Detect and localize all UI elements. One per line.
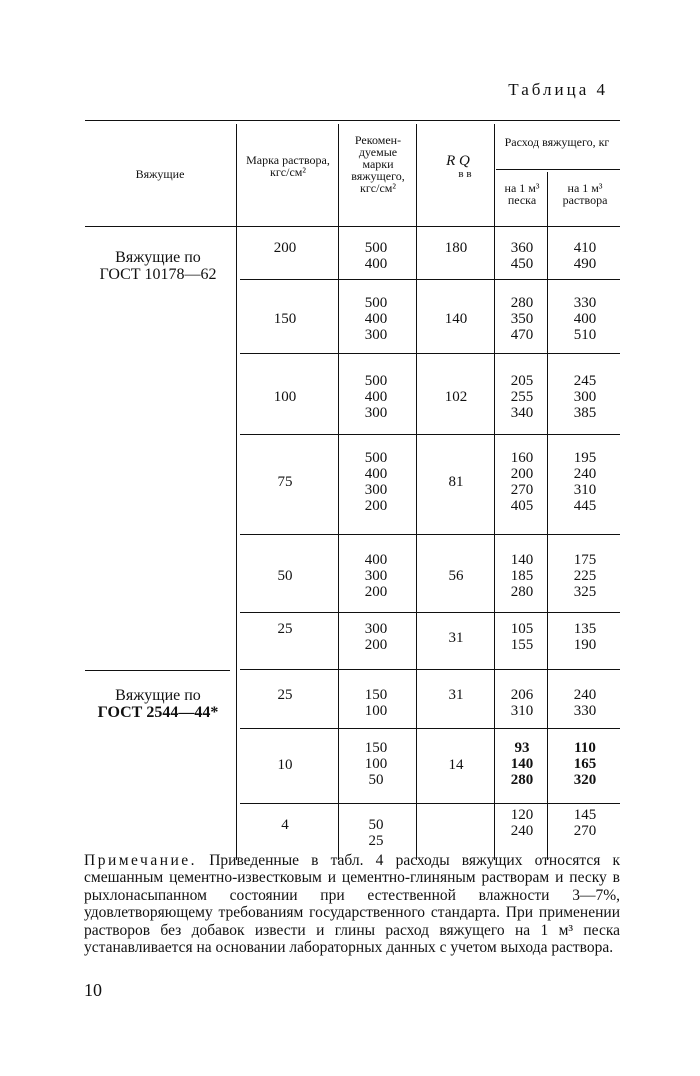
row-separator xyxy=(240,279,620,280)
group-label-gost-10178 xyxy=(88,249,228,283)
cell-rq: 31 xyxy=(448,687,464,703)
table-title: Таблица 4 xyxy=(508,80,608,99)
cell-per-mortar: 145 270 xyxy=(573,807,597,839)
cell-recommended-grades: 500 400 300 xyxy=(364,295,388,343)
header-rq-subscript: в в xyxy=(458,168,472,180)
cell-per-sand: 160 200 270 405 xyxy=(510,450,534,514)
cell-mortar-grade: 50 xyxy=(277,568,293,584)
cell-per-sand: 105 155 xyxy=(510,621,534,653)
header-recommended-grades: Рекомен- дуемые марки вяжущего, кгс/см² xyxy=(351,133,405,195)
cell-rq: 102 xyxy=(444,389,468,405)
header-per-sand: на 1 м³ песка xyxy=(504,181,540,207)
cell-per-sand: 280 350 470 xyxy=(510,295,534,343)
cell-recommended-grades: 50 25 xyxy=(368,817,384,849)
column-rule xyxy=(338,124,339,860)
cell-per-sand: 120 240 xyxy=(510,807,534,839)
column-rule xyxy=(416,124,417,860)
cell-recommended-grades: 400 300 200 xyxy=(364,552,388,600)
group-label-line: Вяжущие по xyxy=(115,249,201,266)
header-consumption: Расход вяжущего, кг xyxy=(504,135,610,149)
cell-mortar-grade: 4 xyxy=(281,817,289,833)
cell-rq: 14 xyxy=(448,757,464,773)
cell-mortar-grade: 100 xyxy=(273,389,297,405)
cell-recommended-grades: 500 400 xyxy=(364,240,388,272)
cell-mortar-grade: 75 xyxy=(277,474,293,490)
table-top-rule xyxy=(85,120,620,121)
group-separator-rule xyxy=(85,670,230,671)
row-separator xyxy=(240,434,620,435)
cell-per-mortar: 135 190 xyxy=(573,621,597,653)
header-rq xyxy=(428,154,488,180)
row-separator xyxy=(240,728,620,729)
cell-per-sand: 93 140 280 xyxy=(510,740,534,788)
cell-rq: 180 xyxy=(444,240,468,256)
cell-rq: 56 xyxy=(448,568,464,584)
cell-mortar-grade: 25 xyxy=(277,687,293,703)
cell-rq: 140 xyxy=(444,311,468,327)
cell-rq: 81 xyxy=(448,474,464,490)
group-label-line: Вяжущие по xyxy=(115,687,201,704)
cell-mortar-grade: 200 xyxy=(273,240,297,256)
header-mortar-grade: Марка раствора, кгс/см² xyxy=(246,153,330,179)
cell-recommended-grades: 150 100 50 xyxy=(364,740,388,788)
group-label-line: ГОСТ 2544—44* xyxy=(97,704,219,721)
cell-per-mortar: 110 165 320 xyxy=(573,740,597,788)
note-title: Примечание. xyxy=(84,852,198,869)
page-number: 10 xyxy=(84,980,102,1000)
cell-per-sand: 206 310 xyxy=(510,687,534,719)
cell-per-mortar: 195 240 310 445 xyxy=(573,450,597,514)
header-per-mortar: на 1 м³ раствора xyxy=(562,181,608,207)
table-note xyxy=(84,852,620,956)
cell-mortar-grade: 150 xyxy=(273,311,297,327)
group-label-gost-2544 xyxy=(88,687,228,721)
cell-per-mortar: 410 490 xyxy=(573,240,597,272)
row-separator xyxy=(240,803,620,804)
row-separator xyxy=(240,353,620,354)
cell-per-mortar: 330 400 510 xyxy=(573,295,597,343)
cell-rq: 31 xyxy=(448,630,464,646)
header-rq-symbol: R Q xyxy=(446,153,470,169)
row-separator xyxy=(240,534,620,535)
cell-recommended-grades: 300 200 xyxy=(364,621,388,653)
cell-mortar-grade: 25 xyxy=(277,621,293,637)
cell-per-sand: 140 185 280 xyxy=(510,552,534,600)
note-text: Приведенные в табл. 4 расходы вяжущих относятся к смешанным цементно-известковым и цементно-глиняным растворам и песку в рыхлонасыпанном состоянии при естественной влажности 3—7%, удовлетворяющему требованиям государственного стандарта. При применении растворов без добавок извести и глины расход вяжущего на 1 м³ песка устанавливается на основании лабораторных данных с учетом выхода раствора. xyxy=(84,852,620,957)
cell-per-mortar: 240 330 xyxy=(573,687,597,719)
group-label-line: ГОСТ 10178—62 xyxy=(99,266,217,283)
consumption-subheader-rule xyxy=(496,169,620,170)
row-separator xyxy=(240,669,620,670)
cell-per-mortar: 245 300 385 xyxy=(573,373,597,421)
cell-recommended-grades: 500 400 300 200 xyxy=(364,450,388,514)
row-separator xyxy=(240,612,620,613)
cell-per-sand: 205 255 340 xyxy=(510,373,534,421)
cell-per-sand: 360 450 xyxy=(510,240,534,272)
cell-mortar-grade: 10 xyxy=(277,757,293,773)
header-binders: Вяжущие xyxy=(135,167,185,181)
header-bottom-rule xyxy=(85,226,620,227)
cell-recommended-grades: 500 400 300 xyxy=(364,373,388,421)
cell-recommended-grades: 150 100 xyxy=(364,687,388,719)
column-rule xyxy=(236,124,237,860)
cell-per-mortar: 175 225 325 xyxy=(573,552,597,600)
